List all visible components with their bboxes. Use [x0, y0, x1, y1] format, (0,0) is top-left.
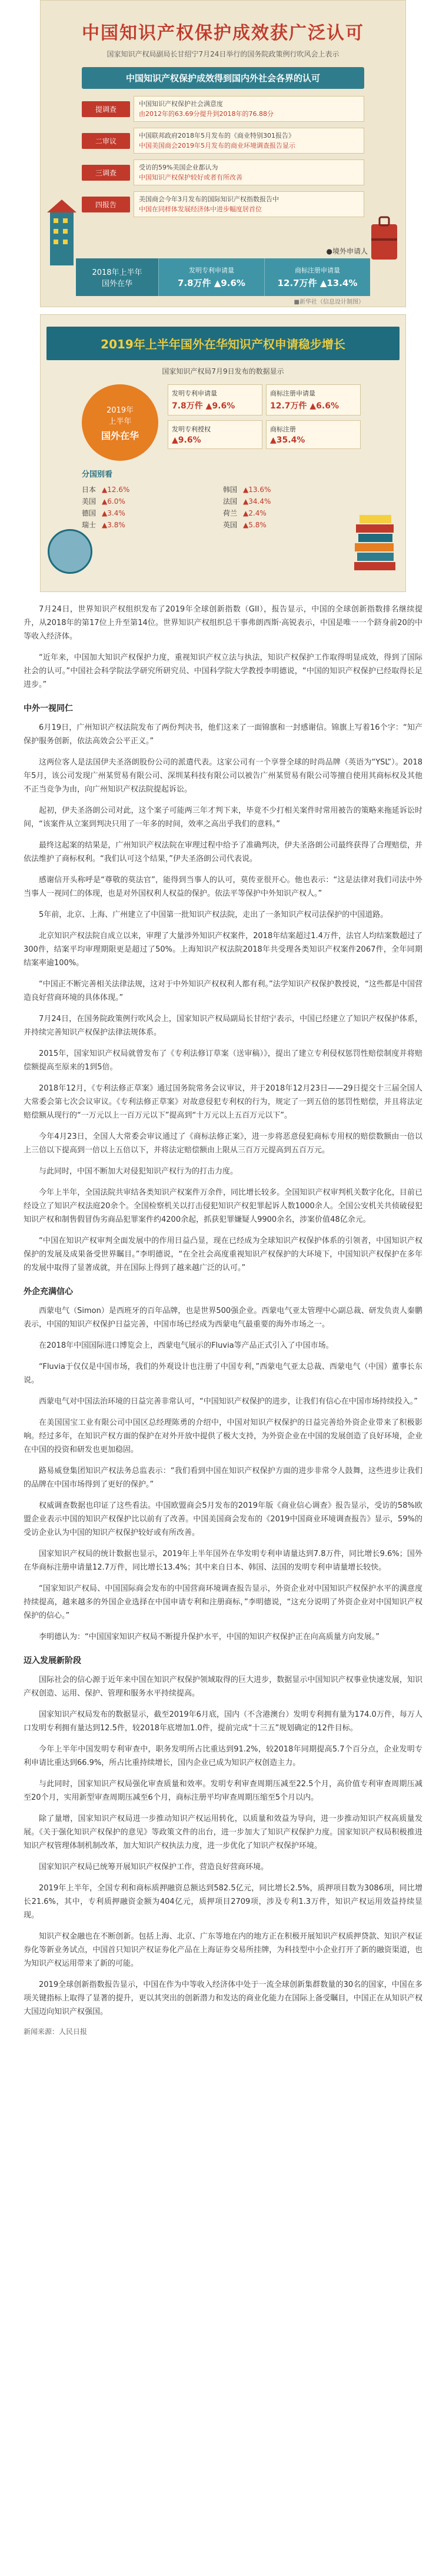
- item-desc: [134, 96, 364, 122]
- country-row: [82, 507, 223, 519]
- paragraph: 2015年，国家知识产权局就曾发布了《专利法修订草案（送审稿）》，提出了建立专利侵权惩罚性赔偿制度并将赔偿额提高至原来的1到5倍。: [24, 1049, 422, 1072]
- kpi-card: [168, 420, 262, 449]
- country-value: ▲5.8%: [243, 521, 267, 529]
- country-name: 瑞士: [82, 521, 96, 529]
- stats-patent-value: 7.8万件 ▲9.6%: [178, 278, 245, 288]
- paragraph: 路易威登集团知识产权法务总监表示：“我们看到中国在知识产权保护方面的进步非常令人鼓舞，这些进步让我们的品牌在中国市场得到了更好的保护。”: [24, 1467, 422, 1489]
- paragraph: 2019全球创新指数报告显示，中国在作为中等收入经济体中处于一流全球创新集群数量的30名的国家，中国在多项关键指标上取得了显著的提升，更以其突出的创新潜力和发达的商业化能力在国际上备受瞩目，中国正在从知识产权大国迈向知识产权强国。: [24, 1980, 422, 2016]
- paragraph: 感谢信开头称呼是“尊敬的莫法官”，能得到当事人的认可，莫传亚很开心。他也表示：“这是法律对我们司法中外当事人一视同仁的体现，也是对外国权利人权益的保护。依法平等保护中外知识产权人。”: [24, 876, 422, 898]
- paragraph: 今年4月23日，全国人大常委会审议通过了《商标法修正案》，进一步将恶意侵犯商标专用权的赔偿数额由一倍以上三倍以下提高到一倍以上五倍以下，并将法定赔偿额由上限从三百万元提高到五百万元。: [24, 1132, 422, 1155]
- paragraph: 国家知识产权局发布的数据显示，截至2019年6月底，国内（不含港澳台）发明专利拥有量为174.0万件，每万人口发明专利拥有量达到12.5件，较2018年底增加1.0件，提前完成“十三五”规划确定的12件目标。: [24, 1710, 422, 1733]
- kpi-row: [168, 420, 364, 449]
- year-bubble: [82, 384, 158, 461]
- country-row: [82, 519, 223, 531]
- kpi-card: [266, 384, 361, 416]
- paragraph: 7月24日，在国务院政策例行吹风会上，国家知识产权局副局长甘绍宁表示，中国已经建立了知识产权保护体系，并持续完善知识产权保护法律法规体系。: [24, 1015, 422, 1037]
- paragraph: 今年上半年中国发明专利审查中，职务发明所占比重达到91.2%，较2018年同期提高5.7个百分点，企业发明专利申请比重达到66.9%，所占比重持续增长，国内企业已成为知识产权创造主力。: [24, 1745, 422, 1767]
- kpi-card: [168, 384, 262, 416]
- paragraph: 这两位客人是法国伊夫圣洛朗股份公司的派遣代表。这家公司有一个享誉全球的时尚品牌（英语为“YSL”）。2018年5月，该公司发现广州某贸易有限公司、深圳某科技有限公司以被告广州某贸易有限公司等擅自使用其商标权及其他不正当竞争为由，向广州知识产权法院提起诉讼。: [24, 758, 422, 794]
- infographic-ip-recognition: [40, 0, 406, 307]
- stats-trademark-value: 12.7万件 ▲13.4%: [277, 278, 358, 288]
- item-tag: 二审议: [82, 133, 130, 149]
- decorative-building-icon: [44, 195, 79, 265]
- infographic-title: 中国知识产权保护成效获广泛认可: [82, 23, 364, 44]
- paragraph: 除了量增，国家知识产权局进一步推动知识产权运用转化，以质量和效益为导向，进一步推动知识产权高质量发展。《关于强化知识产权保护的意见》等政策文件的出台，进一步加大了知识产权保护力度。国家知识产权局积极推进知识产权管理体制机制改革，加大知识产权执法力度，进一步优化了知识产权保护环境。: [24, 1814, 422, 1850]
- country-name: 韩国: [223, 486, 238, 494]
- country-value: ▲2.4%: [243, 509, 267, 517]
- kpi-value: 12.7万件 ▲6.6%: [270, 401, 340, 411]
- section-heading: 外企充满信心: [24, 1287, 73, 1297]
- stats-bar: [76, 258, 370, 296]
- paragraph: 6月19日，广州知识产权法院发布了两份判决书，他们这来了一面锦旗和一封感谢信。锦旗上写着16个字：“知产保护服务创新，依法高效会公平正义。”: [24, 723, 422, 746]
- bubble-big: 国外在华: [101, 430, 139, 441]
- infographic-item: [82, 159, 364, 185]
- article-source: 新闻来源：人民日报: [24, 2027, 88, 2036]
- country-value: ▲34.4%: [243, 497, 271, 506]
- country-column-left: [82, 484, 223, 531]
- bubble-line2: 上半年: [108, 417, 132, 426]
- paragraph: “中国在知识产权审判全面发展中的作用日益凸显，现在已经成为全球知识产权保护体系的引领者，中国知识产权保护的发展及成果备受世界瞩目。”李明德说，“在全社会高度重视知识产权保护的大环境下，中国知识产权保护在多年的发展中取得了显著成就，并在国际上得到了越来越广泛的认可。”: [24, 1237, 422, 1272]
- paragraph: 国家知识产权局已统筹开展知识产权保护工作，营造良好营商环境。: [39, 1863, 269, 1872]
- paragraph: 国际社会的信心源于近年来中国在知识产权保护领域取得的巨大进步，数据显示中国知识产权事业快速发展，知识产权创造、运用、保护、管理和服务水平持续提高。: [24, 1676, 422, 1698]
- paragraph: 西蒙电气对中国法治环境的日益完善非常认可，“中国知识产权保护的进步，让我们有信心在中国市场持续投入。”: [39, 1397, 418, 1406]
- stats-year: [76, 258, 158, 296]
- item-text: 中国联邦政府2018年5月发布的《商业特别301报告》: [139, 132, 295, 139]
- section-heading: 迈入发展新阶段: [24, 1656, 81, 1666]
- item-highlight: 中国知识产权保护较好或者有所改善: [139, 174, 242, 181]
- country-row: [223, 519, 364, 531]
- country-row: [223, 484, 364, 496]
- paragraph: 2019年上半年，全国专利和商标质押融资总额达到582.5亿元，同比增长2.5%，质押项目数为3086项，同比增长21.6%，其中，专利质押融资金额为404亿元，质押项目2709项，涉及专利1.3万件，知识产权运用效益持续显现。: [24, 1884, 422, 1920]
- bubble-line1: 2019年: [106, 405, 134, 415]
- infographic-items: [82, 96, 364, 217]
- infographic-banner: 中国知识产权保护成效得到国内外社会各界的认可: [82, 67, 364, 89]
- country-value: ▲6.0%: [102, 497, 125, 506]
- item-desc: [134, 128, 364, 154]
- paragraph: “国家知识产权局、中国国际商会发布的中国营商环境调查报告显示，外资企业对中国知识产权保护水平的满意度持续提高，越来越多的外国企业选择在中国申请专利和注册商标，”李明德说，“这充分说明了外资企业对中国知识产权保护的信心。”: [24, 1584, 422, 1620]
- paragraph: 在美国国宝工业有限公司中国区总经理陈勇的介绍中，中国对知识产权保护的日益完善给外资企业带来了积极影响。经过多年，在知识产权方面的保护在对外开放中提供了极大支持，为外资企业在中国的发展创造了良好环境，企业在中国的投资和研发也更加稳固。: [24, 1418, 422, 1454]
- stats-trademark: [264, 258, 370, 296]
- stats-patent: [158, 258, 264, 296]
- kpi-label: 发明专利申请量: [172, 390, 217, 397]
- paragraph: 权威调查数据也印证了这些看法。中国欧盟商会5月发布的2019年版《商业信心调查》报告显示，受访的58%欧盟企业表示中国的知识产权保护比以前有了改善。中国美国商会发布的《2019中国商业环境调查报告》显示，59%的受访企业认为中国的知识产权保护较好或有所改善。: [24, 1501, 422, 1537]
- item-tag: 三调查: [82, 165, 130, 181]
- region-label: ●境外申请人: [326, 247, 368, 255]
- item-tag: 提调查: [82, 101, 130, 117]
- infographic-item: [82, 128, 364, 154]
- paragraph: 与此同时，中国不断加大对侵犯知识产权行为的打击力度。: [39, 1167, 238, 1176]
- country-name: 英国: [223, 521, 238, 529]
- item-text: 美国商会今年3月发布的国际知识产权指数报告中: [139, 195, 279, 203]
- globe-icon: [48, 529, 92, 574]
- stats-year-sub: 国外在华: [101, 280, 132, 288]
- country-column-right: [223, 484, 364, 531]
- paragraph: “中国正不断完善相关法律法规，这对于中外知识产权权利人都有利。”法学知识产权保护教授说，“这些都是中国营造良好营商环境的具体体现。”: [24, 980, 422, 1002]
- item-tag: 四报告: [82, 197, 130, 212]
- country-value: ▲13.6%: [243, 486, 271, 494]
- paragraph: 在2018年中国国际进口博览会上，西蒙电气展示的Fluvia等产品正式引入了中国市场。: [39, 1341, 334, 1350]
- country-name: 荷兰: [223, 509, 238, 517]
- country-row: [223, 496, 364, 507]
- infographic-source: ■新华社（信息设计制图）: [294, 299, 364, 305]
- paragraph: 5年前，北京、上海、广州建立了中国第一批知识产权法院，走出了一条知识产权司法保护的中国道路。: [39, 910, 388, 919]
- paragraph: “Fluvia于仅仅是中国市场，我们的外观设计也注册了中国专利，”西蒙电气亚太总裁、西蒙电气（中国）董事长东说。: [24, 1362, 422, 1385]
- paragraph: “近年来，中国加大知识产权保护力度，重视知识产权立法与执法，知识产权保护工作取得明显成效，得到了国际社会的认可。”中国社会科学院法学研究所研究员、中国科学院大学教授李明德说，“中国的知识产权保护已经取得长足进步。”: [24, 653, 422, 689]
- country-name: 美国: [82, 497, 96, 506]
- item-highlight: 中国在同样体发展经济体中进步幅度居首位: [139, 205, 262, 213]
- paragraph: 2018年12月，《专利法修正草案》通过国务院常务会议审议，并于2018年12月23日——29日提交十三届全国人大常委会第七次会议审议。《专利法修正草案》对故意侵犯专利权的行为，规定了一到五倍的惩罚性赔偿，并且将法定赔偿额从现行的“一万元以上一百万元以下”提高到“十万元以上五百万元以下”。: [24, 1084, 422, 1120]
- kpi-label: 商标注册: [270, 426, 296, 433]
- paragraph: 国家知识产权局的统计数据也显示，2019年上半年国外在华发明专利申请量达到7.8万件，同比增长9.6%；国外在华商标注册申请量12.7万件，同比增长13.4%；其中来自日本、韩国、法国的发明专利申请量增长较快。: [24, 1550, 422, 1572]
- country-row: [223, 507, 364, 519]
- infographic-foreign-applications: [40, 314, 406, 592]
- item-text: 中国知识产权保护社会满意度: [139, 100, 223, 108]
- country-value: ▲3.8%: [102, 521, 125, 529]
- item-text: 受访的59%美国企业都认为: [139, 164, 218, 171]
- infographic-subtitle: 国家知识产权局副局长甘绍宁7月24日举行的国务院政策例行吹风会上表示: [106, 50, 340, 58]
- infographic2-title: 2019年上半年国外在华知识产权申请稳步增长: [46, 327, 400, 360]
- country-name: 德国: [82, 509, 96, 517]
- infographic2-grid: [82, 384, 364, 461]
- stats-year-label: 2018年上半年: [92, 268, 142, 277]
- item-highlight: 中国美国商会2019年5月发布的商业环境调查报告显示: [139, 142, 295, 149]
- paragraph: 李明德认为：“中国国家知识产权局不断提升保护水平，中国的知识产权保护正在向高质量方向发展。”: [39, 1633, 380, 1641]
- article-body: [0, 592, 446, 2036]
- paragraph: 西蒙电气（Simon）是西班牙的百年品牌，也是世界500强企业。西蒙电气亚太管理中心副总裁、研发负责人秦鹏表示，中国的知识产权保护日益完善，中国市场已经成为西蒙电气最重要的海外市场之一。: [24, 1307, 422, 1329]
- kpi-value: ▲35.4%: [270, 436, 305, 445]
- item-desc: [134, 159, 364, 185]
- country-name: 日本: [82, 486, 96, 494]
- item-highlight: 由2012年的63.69分提升到2018年的76.88分: [139, 110, 274, 118]
- paragraph: 今年上半年，全国法院共审结各类知识产权案件万余件，同比增长较多。全国知识产权审判机关数字化化，目前已经设立了知识产权法庭20余个。全国检察机关以打击侵犯知识产权犯罪起诉人数1000余人。全国公安机关共侦破侵犯知识产权和制售假冒伪劣商品犯罪案件约4200余起，抓获犯罪嫌疑人9900余名，涉案价值48亿余元。: [24, 1188, 422, 1224]
- paragraph: 起初，伊夫圣洛朗公司对此，这个案子可能两三年才判下来，毕竟不少打相关案件时常用被告的策略来拖延诉讼时间，“该案件从立案到判决只用了一年多的时间，效率之高出乎我们的意料。”: [24, 806, 422, 829]
- kpi-value: 7.8万件 ▲9.6%: [172, 401, 235, 411]
- kpi-panel: [168, 384, 364, 461]
- paragraph: 北京知识产权法院自成立以来，审理了大量涉外知识产权案件，2018年结案超过1.4万件，法官人均结案数超过了300件，结案平均审理期限更是超过了50%。上海知识产权法院2018年共受理各类知识产权案件2067件，全年同期结案率逾100%。: [24, 932, 422, 968]
- country-value: ▲3.4%: [102, 509, 125, 517]
- kpi-value: ▲9.6%: [172, 436, 201, 445]
- books-stack-icon: [351, 491, 398, 580]
- paragraph: 知识产权金融也在不断创新。包括上海、北京、广东等地在内的地方正在积极开展知识产权质押贷款、知识产权证券化等新业务试点，中国首只知识产权证券化产品在上海证券交易所挂牌，为科技型中小企业打开了新的融资渠道，也为知识产权运用带来了新的可能。: [24, 1932, 422, 1968]
- section-heading: 中外一视同仁: [24, 704, 73, 713]
- paragraph: 最终这起案的结果是，广州知识产权法院在审理过程中给予了准确判决，伊夫圣洛朗公司最终获得了合理赔偿，并依法维护了商标权利。“我们认可这个结果，”伊夫圣洛朗公司代表说。: [24, 841, 422, 863]
- paragraph: 与此同时，国家知识产权局强化审查质量和效率。发明专利审查周期压减至22.5个月，高价值专利审查周期压减至20个月，实用新型审查周期压减至6个月，商标注册平均审查周期压缩至5个月以内。: [24, 1780, 422, 1802]
- country-section-title: 分国别看: [82, 470, 113, 479]
- country-row: [82, 496, 223, 507]
- paragraph: 7月24日，世界知识产权组织发布了2019年全球创新指数（GII），报告显示，中国的全球创新指数排名继续提升，从2018年的第17位上升至第14位。世界知识产权组织总干事弗朗西斯·高锐表示，中国是唯一一个跻身前20的中等收入经济体。: [24, 605, 422, 641]
- decorative-suitcase-icon: [367, 195, 402, 265]
- stats-patent-label: 发明专利申请量: [189, 267, 234, 274]
- infographic-item: [82, 191, 364, 217]
- kpi-label: 商标注册申请量: [270, 390, 315, 397]
- kpi-card: [266, 420, 361, 449]
- stats-trademark-label: 商标注册申请量: [295, 267, 340, 274]
- country-name: 法国: [223, 497, 238, 506]
- country-list: [82, 484, 364, 531]
- kpi-row: [168, 384, 364, 416]
- infographic-item: [82, 96, 364, 122]
- infographic2-lead: 国家知识产权局7月9日发布的数据显示: [162, 367, 284, 375]
- item-desc: [134, 191, 364, 217]
- kpi-label: 发明专利授权: [172, 426, 211, 433]
- country-value: ▲12.6%: [102, 486, 130, 494]
- country-row: [82, 484, 223, 496]
